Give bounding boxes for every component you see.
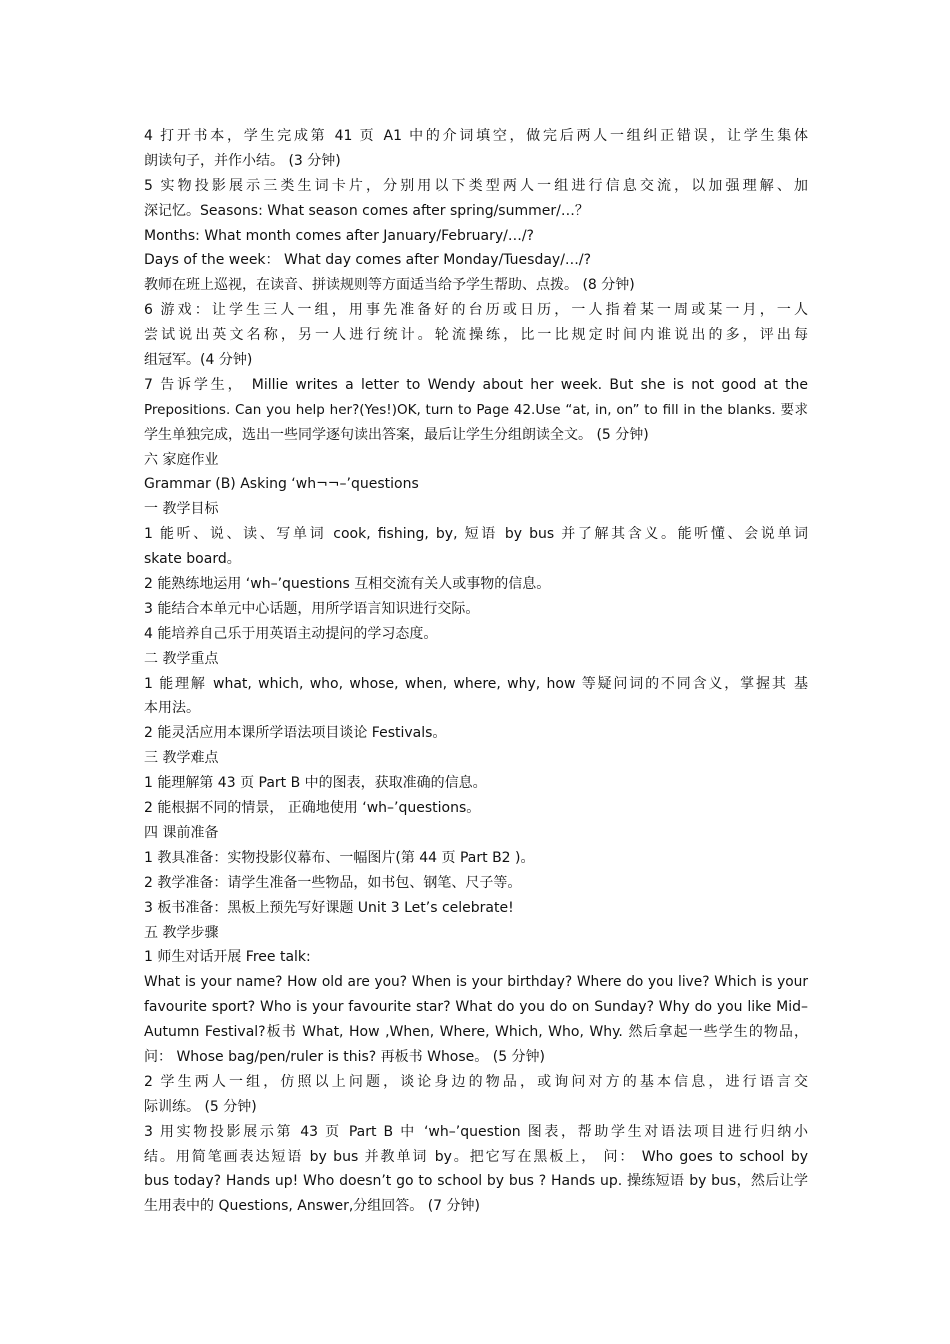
text-line: 7 告诉学生， Millie writes a letter to Wendy about her week. But she is not good at the	[144, 376, 808, 393]
text-line: 2 教学准备：请学生准备一些物品，如书包、钢笔、尺子等。	[144, 874, 522, 891]
text-line: 本用法。	[144, 700, 200, 717]
text-line: 结。用简笔画表达短语 by bus 并教单词 by。把它写在黑板上， 问： Who goes to school by	[144, 1148, 808, 1165]
text-line: Grammar (B) Asking ‘wh¬¬–’questions	[144, 476, 419, 493]
text-line: 3 能结合本单元中心话题，用所学语言知识进行交际。	[144, 600, 480, 617]
text-line: 5 实物投影展示三类生词卡片，分别用以下类型两人一组进行信息交流，以加强理解、加	[144, 177, 808, 194]
text-line: 2 能灵活应用本课所学语法项目谈论 Festivals。	[144, 725, 447, 742]
text-line: What is your name? How old are you? When is your birthday? Where do you live? Which is your	[144, 974, 808, 991]
text-line: bus today? Hands up! Who doesn’t go to school by bus ? Hands up. 操练短语 by bus，然后让学	[144, 1173, 808, 1190]
text-line: skate board。	[144, 551, 241, 568]
text-line: 1 能理解 what, which, who, whose, when, where, why, how 等疑问词的不同含义，掌握其 基	[144, 675, 808, 692]
text-line: 3 板书准备：黑板上预先写好课题 Unit 3 Let’s celebrate!	[144, 899, 514, 916]
text-line: 一 教学目标	[144, 501, 219, 518]
text-line: 生用表中的 Questions, Answer,分组回答。 (7 分钟)	[144, 1198, 481, 1215]
text-line: 际训练。 (5 分钟)	[144, 1098, 257, 1115]
text-line: 6 游戏：让学生三人一组，用事先准备好的台历或日历，一人指着某一周或某一月，一人	[144, 302, 808, 319]
text-line: Autumn Festival?板书 What, How ,When, Where, Which, Who, Why. 然后拿起一些学生的物品，	[144, 1024, 808, 1041]
text-line: 五 教学步骤	[144, 924, 219, 941]
text-line: 4 能培养自己乐于用英语主动提问的学习态度。	[144, 625, 438, 642]
text-line: 组冠军。(4 分钟)	[144, 352, 253, 369]
text-line: 4 打开书本，学生完成第 41 页 A1 中的介词填空，做完后两人一组纠正错误，让学生集体	[144, 128, 808, 144]
text-line: 二 教学重点	[144, 650, 219, 667]
text-line: 朗读句子，并作小结。 (3 分钟)	[144, 152, 341, 169]
text-line: 问： Whose bag/pen/ruler is this? 再板书 Whose。 (5 分钟)	[144, 1048, 546, 1065]
text-line: 2 能熟练地运用 ‘wh–’questions 互相交流有关人或事物的信息。	[144, 576, 551, 593]
text-line: Prepositions. Can you help her?(Yes!)OK, turn to Page 42.Use “at, in, on” to fill in the blanks. 要求	[144, 401, 808, 418]
document-page	[144, 124, 808, 1219]
text-line: favourite sport? Who is your favourite star? What do you do on Sunday? Why do you like Mid–	[144, 999, 808, 1016]
text-line: 教师在班上巡视，在读音、拼读规则等方面适当给予学生帮助、点拨。 (8 分钟)	[144, 277, 635, 294]
text-line: 学生单独完成，选出一些同学逐句读出答案，最后让学生分组朗读全文。 (5 分钟)	[144, 426, 649, 443]
text-line: 3 用实物投影展示第 43 页 Part B 中 ‘wh–’question 图表，帮助学生对语法项目进行归纳小	[144, 1123, 808, 1140]
text-line: 四 课前准备	[144, 824, 219, 841]
text-line: Days of the week： What day comes after Monday/Tuesday/…/?	[144, 252, 592, 269]
text-line: 三 教学难点	[144, 750, 219, 767]
text-line: Months: What month comes after January/February/…/?	[144, 227, 534, 244]
text-line: 2 能根据不同的情景， 正确地使用 ‘wh–’questions。	[144, 800, 481, 817]
text-line: 1 能理解第 43 页 Part B 中的图表，获取准确的信息。	[144, 775, 487, 792]
text-line: 1 能听、说、读、写单词 cook, fishing, by, 短语 by bus 并了解其含义。能听懂、会说单词	[144, 526, 808, 543]
text-line: 1 教具准备：实物投影仪幕布、一幅图片(第 44 页 Part B2 )。	[144, 849, 535, 866]
text-line: 六 家庭作业	[144, 451, 219, 468]
text-line: 2 学生两人一组，仿照以上问题，谈论身边的物品，或询问对方的基本信息，进行语言交	[144, 1073, 808, 1090]
text-line: 1 师生对话开展 Free talk:	[144, 949, 311, 966]
text-line: 深记忆。Seasons: What season comes after spring/summer/…？	[144, 202, 589, 219]
text-line: 尝试说出英文名称，另一人进行统计。轮流操练，比一比规定时间内谁说出的多，评出每	[144, 327, 808, 344]
